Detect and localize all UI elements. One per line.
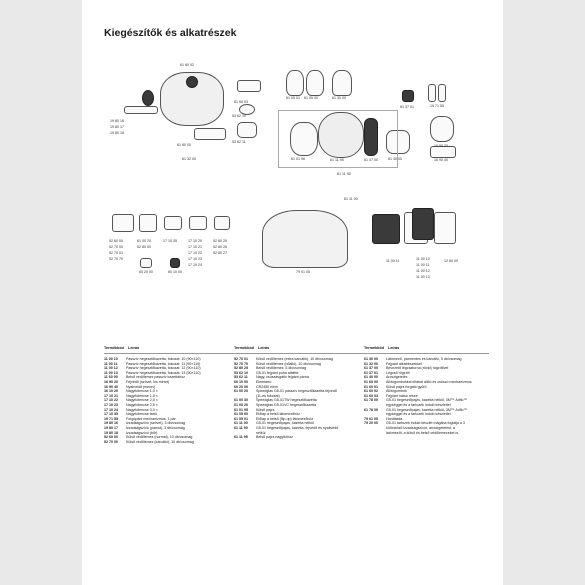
pivot-illustration	[438, 84, 446, 102]
table-row	[364, 398, 472, 407]
product-code: 61 60 01	[364, 384, 378, 389]
column-header-code: Termékkód	[364, 346, 384, 350]
product-code: 52 70 00	[104, 439, 118, 444]
product-code: 61 00 20	[234, 402, 248, 407]
part-number-label: 52 70 00	[109, 245, 123, 249]
part-number-label: 17 10 23	[188, 257, 202, 261]
product-code: 17 10 23	[104, 402, 118, 407]
part-number-label: 52 80 27	[213, 251, 227, 255]
product-description: Passzív hegesztőkazetta, fokozat: 10 (90×110)	[126, 357, 201, 361]
head-cover-illustration	[430, 116, 454, 142]
ratchet-illustration	[194, 128, 226, 140]
product-description: Belső védőlemez passzív kazettához	[126, 375, 185, 380]
carry-bag-illustration	[262, 210, 348, 268]
passive-filter-illustration	[139, 214, 157, 232]
product-code: 17 10 35	[104, 412, 118, 417]
product-description: Nagy, csúszásgátló fejpánt párna	[256, 375, 309, 380]
product-description: Belső pajzs nagyítóhoz	[256, 435, 293, 440]
product-code: 19 80 17	[104, 425, 118, 430]
product-description: Látómező, pármentes és karcálló, 5 db/csomag	[386, 357, 462, 361]
front-cover-illustration	[286, 70, 304, 96]
catalog-page	[82, 0, 503, 585]
part-number-label: 60 20 00	[139, 270, 153, 274]
inner-plate-illustration	[214, 216, 230, 230]
product-code: 52 70 70	[234, 361, 248, 366]
table-column	[364, 357, 472, 435]
product-code: 61 05 01	[234, 416, 248, 421]
product-description: G5-01 hegesztőpajzs, kazetta nélkül	[256, 421, 314, 426]
headband-rear-illustration	[237, 80, 261, 92]
part-number-label: 17 10 24	[188, 263, 202, 267]
product-code: 61 05 00	[234, 412, 248, 417]
part-number-label: 53 62 10	[232, 114, 246, 118]
product-description: Fejpánt alkatrészekkel	[386, 361, 422, 366]
product-code: 52 80 25	[234, 366, 248, 371]
product-description: Nagyítólencse 1,0 ×	[126, 389, 158, 394]
part-number-label: 17 10 21	[188, 245, 202, 249]
part-number-label: 79 01 05	[296, 270, 310, 274]
table-row	[364, 421, 472, 435]
part-number-label: 52 80 26	[213, 245, 227, 249]
product-description: Külső védőlemez (extra karcálló), 10 db/csomag	[256, 357, 333, 361]
welding-filter-illustration	[372, 214, 400, 244]
product-code: 61 32 00	[364, 361, 378, 366]
product-code: 11 00 10	[104, 357, 118, 361]
part-number-label: 52 60 00	[109, 239, 123, 243]
table-column	[104, 357, 212, 444]
product-description: Külső védőlemez (karcálló), 10 db/csomag	[126, 439, 194, 444]
product-code: 61 11 90	[234, 425, 248, 430]
sweatband-illustration	[124, 106, 158, 114]
part-number-label: 61 30 00	[332, 96, 346, 100]
part-number-label: 61 00 20	[137, 239, 151, 243]
table-row	[364, 408, 472, 417]
part-number-label: 61 32 00	[182, 157, 196, 161]
product-description: Speedglas G5-01TW hegesztőkazetta	[256, 398, 317, 403]
page-title: Kiegészítők és alkatrészek	[104, 27, 237, 39]
product-description: Külső védőlemez (hőálló), 10 db/csomag	[256, 361, 321, 366]
part-number-label: 52 70 01	[109, 251, 123, 255]
product-description: Külső védőlemez (normál), 10 db/csomag	[126, 435, 193, 440]
filter-stack-illustration	[434, 212, 456, 244]
product-code: 16 90 40	[104, 384, 118, 389]
part-number-label: 53 62 11	[232, 140, 246, 144]
product-description: Előlap a belső látómezőhöz	[256, 412, 300, 417]
product-code: 79 01 05	[364, 416, 378, 421]
product-description: Állítógombok	[386, 389, 407, 394]
part-number-label: 11 00 11	[416, 263, 430, 267]
part-number-label: 61 01 96	[291, 157, 305, 161]
product-code: 61 60 00	[364, 379, 378, 384]
table-column	[234, 357, 342, 440]
product-description: Izzadságszívó (pamut), 3 db/csomag	[126, 425, 185, 430]
battery-holder-illustration	[170, 258, 180, 268]
product-description: G5-01 tartozék induló készlet magába foglalja a 3 különböző izzadságszívót, arcszigetelést, a látómezőt, a külső és belső védőlemezeket is.	[386, 421, 465, 435]
product-description: G5-01 fejpánt puha alátéte	[256, 370, 299, 375]
product-code: 52 70 01	[234, 357, 248, 361]
product-code: 11 00 11	[104, 361, 118, 366]
product-code: 52 60 00	[104, 435, 118, 440]
part-number-label: 17 10 22	[188, 251, 202, 255]
product-code: 16 90 20	[104, 379, 118, 384]
product-code: 17 10 22	[104, 398, 118, 403]
product-code: 79 20 00	[364, 421, 378, 426]
product-code: 17 10 24	[104, 407, 118, 412]
part-number-label: 17 10 20	[188, 239, 202, 243]
product-description: Nagyítólencse 2,5 ×	[126, 402, 158, 407]
product-code: 61 00 30	[234, 398, 248, 403]
table-row	[234, 389, 342, 398]
part-number-label: 61 11 00	[344, 197, 358, 201]
product-description: G5-01 hegesztőpajzs, kazetta, fejvédő és nyakvédő nélkül	[256, 425, 339, 435]
product-description: Külső pajzs forgató gyűrű	[386, 384, 427, 389]
front-cover-illustration	[306, 70, 324, 96]
product-code: 61 30 00	[364, 357, 378, 361]
part-number-label: 61 60 03	[234, 100, 248, 104]
product-description: Speedglas G5-01 passzív hegesztőkazetta fejvédő (11-es fokozat)	[256, 389, 337, 398]
product-code: 61 37 01	[364, 370, 378, 375]
part-number-label: 61 05 01	[286, 96, 300, 100]
part-number-label: 61 60 02	[180, 63, 194, 67]
part-number-label: 61 60 00	[177, 143, 191, 147]
product-description: Elemtartó	[256, 379, 272, 384]
product-description: Fejvédő (szövet, kis méret)	[126, 379, 170, 384]
part-number-label: 16 90 20	[434, 144, 448, 148]
product-description: Bevezető légcsatorna (rövid) rögzítővel	[386, 366, 449, 371]
product-description: Nagyítólencse 2,0 ×	[126, 398, 158, 403]
product-code: 11 60 00	[104, 375, 118, 380]
visor-illustration	[332, 70, 352, 96]
part-number-label: 16 90 40	[434, 158, 448, 162]
product-description: Arcszigetelés	[386, 375, 408, 380]
part-number-label: 61 37 01	[400, 105, 414, 109]
product-code: 61 00 20	[234, 389, 248, 394]
table-row	[234, 426, 342, 435]
part-number-label: 52 70 70	[109, 257, 123, 261]
column-header-code: Termékkód	[234, 346, 254, 350]
magnifier-lens-illustration	[189, 216, 207, 230]
product-code: 19 71 55	[104, 416, 118, 421]
table-row	[104, 440, 212, 445]
product-description: Légcső rögzítő	[386, 370, 410, 375]
part-number-label: 61 40 00	[388, 157, 402, 161]
product-description: Állítógombokkal ellátott állító és csúszó mechanizmus	[386, 379, 472, 384]
product-code: 53 62 10	[234, 370, 248, 375]
product-code: 61 01 95	[234, 407, 248, 412]
part-number-label: 61 05 00	[304, 96, 318, 100]
cushion-illustration	[237, 122, 257, 138]
part-number-label: 61 11 90	[337, 172, 351, 176]
column-header-desc: Leírás	[388, 346, 400, 350]
part-number-label: 19 80 17	[110, 125, 124, 129]
product-description: Nagyítólencse 3,0 ×	[126, 407, 158, 412]
product-description: Izzadságszívó (bőr)	[126, 430, 158, 435]
product-description: Nagyítólencse 1,5 ×	[126, 393, 158, 398]
product-code: 19 80 18	[104, 430, 118, 435]
column-header-desc: Leírás	[128, 346, 140, 350]
product-code: 61 60 02	[364, 389, 378, 394]
part-number-label: 11 00 12	[416, 269, 430, 273]
product-description: CR2450 elem	[256, 384, 278, 389]
product-description: Passzív hegesztőkazetta, fokozat: 13 (90×110)	[126, 370, 201, 375]
battery-illustration	[140, 258, 152, 268]
product-code: 16 10 20	[104, 389, 118, 394]
pivot-illustration	[428, 84, 436, 102]
part-number-label: 19 71 55	[430, 104, 444, 108]
part-number-label: 19 80 16	[110, 119, 124, 123]
product-code: 61 60 03	[364, 393, 378, 398]
product-description: Izzadságszívó (szövet), 3 db/csomag	[126, 421, 186, 426]
product-description: Fejpánt hátsó része	[386, 393, 418, 398]
product-description: Előlap a belső (flip-up) látómezőhöz	[256, 416, 314, 421]
product-code: 61 78 00	[364, 398, 378, 403]
part-number-label: 12 60 00	[444, 259, 458, 263]
product-description: Külső pajzs	[256, 407, 275, 412]
header-divider	[104, 353, 489, 354]
part-number-label: 11 00 10	[416, 257, 430, 261]
product-description: Hordtáska	[386, 416, 403, 421]
product-description: Forgópánt mechanizmus, 1 pár	[126, 416, 176, 421]
magnifier-holder-illustration	[164, 216, 182, 230]
product-description: Nagyítólencse tartó	[126, 412, 157, 417]
part-number-label: 19 80 18	[110, 131, 124, 135]
product-description: G5-01 hegesztőpajzs, kazetta nélkül, 3M™ Adflo™ egységgel és a tartozék induló készlettel	[386, 398, 468, 407]
product-description: Speedglas G5-01VC hegesztőkazetta	[256, 402, 317, 407]
part-number-label: 61 37 00	[364, 158, 378, 162]
column-header-code: Termékkód	[104, 346, 124, 350]
product-code: 53 62 11	[234, 375, 248, 380]
adjust-knob-illustration	[186, 76, 198, 88]
part-number-label: 61 11 95	[330, 158, 344, 162]
product-code: 61 40 00	[364, 375, 378, 380]
protection-plate-illustration	[112, 214, 134, 232]
part-number-label: 11 00 11	[386, 259, 400, 263]
product-code: 17 10 21	[104, 393, 118, 398]
product-code: 61 11 00	[234, 421, 248, 426]
product-code: 19 80 16	[104, 421, 118, 426]
part-number-label: 60 10 00	[168, 270, 182, 274]
clip-illustration	[402, 90, 414, 102]
adjust-knob-illustration	[142, 90, 154, 106]
product-code: 60 10 00	[234, 379, 248, 384]
table-row	[234, 435, 342, 440]
product-code: 61 37 00	[364, 366, 378, 371]
filter-stack-illustration	[412, 208, 434, 240]
product-description: G5-01 hegesztőpajzs, kazetta nélkül, 3M™ Adflo™ egységgel és a tartozék induló készlettel	[386, 407, 468, 417]
part-number-label: 52 80 25	[213, 239, 227, 243]
product-description: Nyakvédő (merev)	[126, 384, 156, 389]
product-code: 61 78 09	[364, 407, 378, 412]
product-code: 61 11 95	[234, 435, 248, 440]
part-number-label: 17 10 35	[163, 239, 177, 243]
part-number-label: 11 00 13	[416, 275, 430, 279]
product-description: Belső védőlemez, 5 db/csomag	[256, 366, 306, 371]
product-code: 11 00 12	[104, 366, 118, 371]
product-code: 60 20 00	[234, 384, 248, 389]
product-code: 11 00 13	[104, 370, 118, 375]
column-header-desc: Leírás	[258, 346, 270, 350]
product-description: Passzív hegesztőkazetta, fokozat: 11 (90×110)	[126, 361, 201, 366]
product-description: Passzív hegesztőkazetta, fokozat: 12 (90×110)	[126, 366, 201, 371]
part-number-label: 52 80 00	[137, 245, 151, 249]
